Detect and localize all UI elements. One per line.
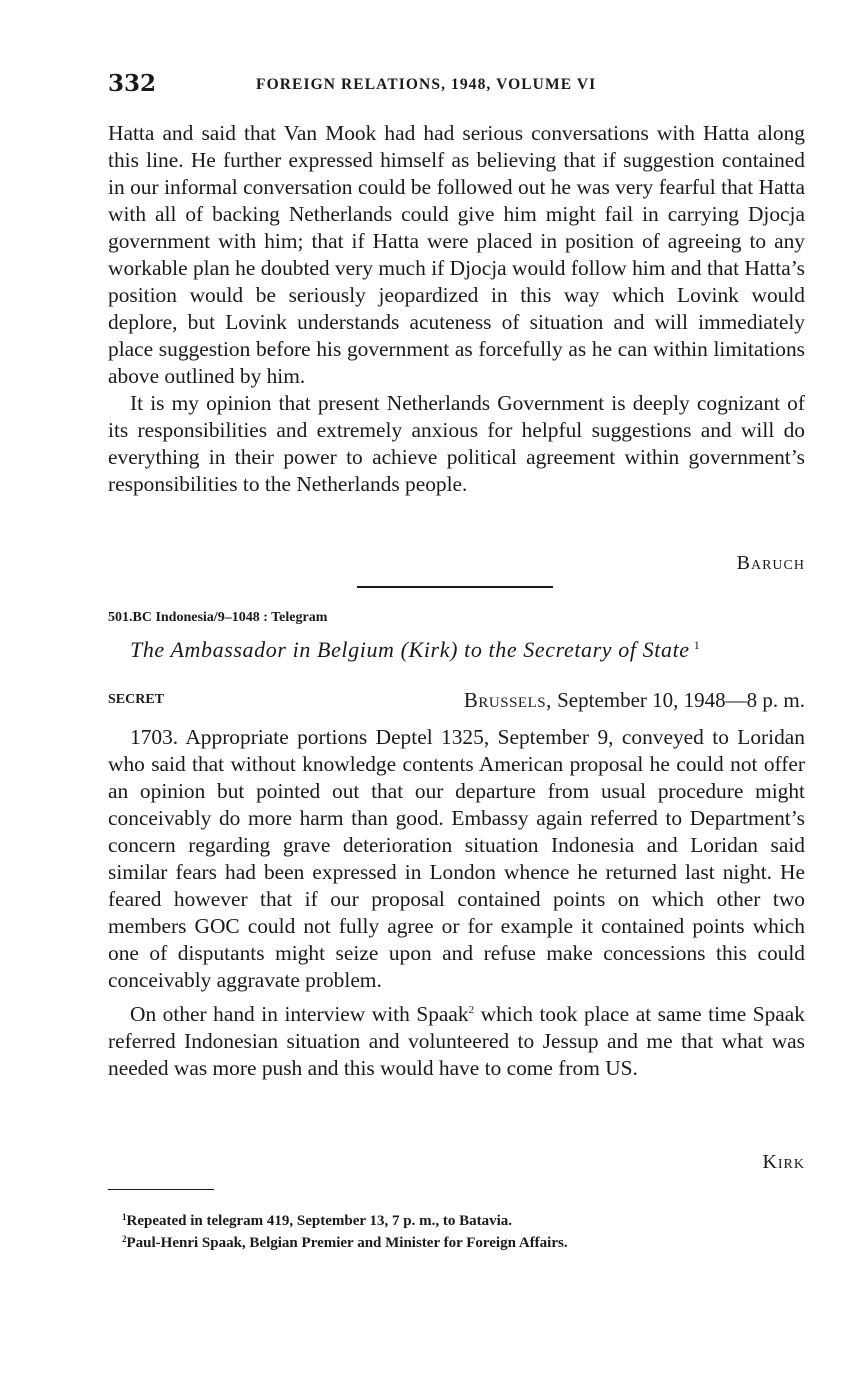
spaak-text-start: On other hand in interview with Spaak bbox=[130, 1002, 469, 1026]
page-header bbox=[108, 70, 808, 100]
running-head: FOREIGN RELATIONS, 1948, VOLUME VI bbox=[256, 76, 597, 93]
file-reference: 501.BC Indonesia/9–1048 : Telegram bbox=[108, 610, 328, 625]
footnote-rule bbox=[108, 1189, 214, 1190]
section-divider bbox=[357, 586, 553, 588]
telegram-text bbox=[108, 724, 805, 1082]
dateline-date: September 10, 1948—8 p. m. bbox=[557, 688, 805, 712]
spaak-text-end: which took place at same time Spaak referred Indonesian situation and volunteered to Jessup and me that what was needed was more push and this would have to come from US. bbox=[108, 1002, 805, 1080]
dateline-place: Brussels, bbox=[463, 688, 552, 712]
footnote-1-mark: 1 bbox=[122, 1212, 127, 1222]
dateline bbox=[464, 688, 805, 713]
footnote-2-text: Paul-Henri Spaak, Belgian Premier and Minister for Foreign Affairs. bbox=[126, 1235, 568, 1251]
footnote-2 bbox=[108, 1230, 808, 1252]
footnote-1 bbox=[108, 1208, 808, 1230]
continued-paragraph: Hatta and said that Van Mook had had serious conversations with Hatta along this line. He further expressed himself as believing that if suggestion contained in our informal conversation could be followed out he was very fearful that Hatta with all of backing Netherlands could give him might fail in carrying Djocja government with him; that if Hatta were placed in position of agreeing to any workable plan he doubted very much if Djocja would follow him and that Hatta’s position would be seriously jeopardized in this way which Lovink would deplore, but Lovink understands acuteness of situation and will immediately place suggestion before his government as forcefully as he can within limitations above outlined by him. bbox=[108, 121, 805, 388]
classification-label: SECRET bbox=[108, 692, 165, 707]
footnote-1-text: Repeated in telegram 419, September 13, 7 p. m., to Batavia. bbox=[126, 1213, 513, 1229]
footnotes bbox=[108, 1208, 808, 1252]
document-title-text: The Ambassador in Belgium (Kirk) to the Secretary of State bbox=[130, 637, 690, 662]
opinion-paragraph: It is my opinion that present Netherlands Government is deeply cognizant of its responsibilities and extremely anxious for helpful suggestions and will do everything in their power to achieve political agreement within government’s responsibilities to the Netherlands people. bbox=[108, 391, 805, 496]
telegram-paragraph-spaak bbox=[108, 997, 805, 1082]
spaak-footnote-mark: 2 bbox=[468, 1004, 475, 1016]
continued-telegram-text bbox=[108, 120, 805, 498]
footnote-2-mark: 2 bbox=[122, 1234, 127, 1244]
signature-kirk: Kirk bbox=[762, 1151, 805, 1173]
page-number: 332 bbox=[108, 70, 157, 97]
signature-baruch: Baruch bbox=[736, 552, 805, 574]
telegram-paragraph-1703: 1703. Appropriate portions Deptel 1325, September 9, conveyed to Loridan who said that without knowledge contents American proposal he could not offer an opinion but pointed out that our departure from usual procedure might conceivably do more harm than good. Embassy again referred to Department’s concern regarding grave deterioration situation Indonesia and Loridan said similar fears had been expressed in London whence he returned last night. He feared however that if our proposal contained points on which other two members GOC could not fully agree or for example it contained points which one of disputants might seize upon and refuse make concessions this could conceivably aggravate problem. bbox=[108, 725, 805, 992]
document-title bbox=[130, 637, 800, 663]
title-footnote-mark: 1 bbox=[693, 638, 701, 652]
